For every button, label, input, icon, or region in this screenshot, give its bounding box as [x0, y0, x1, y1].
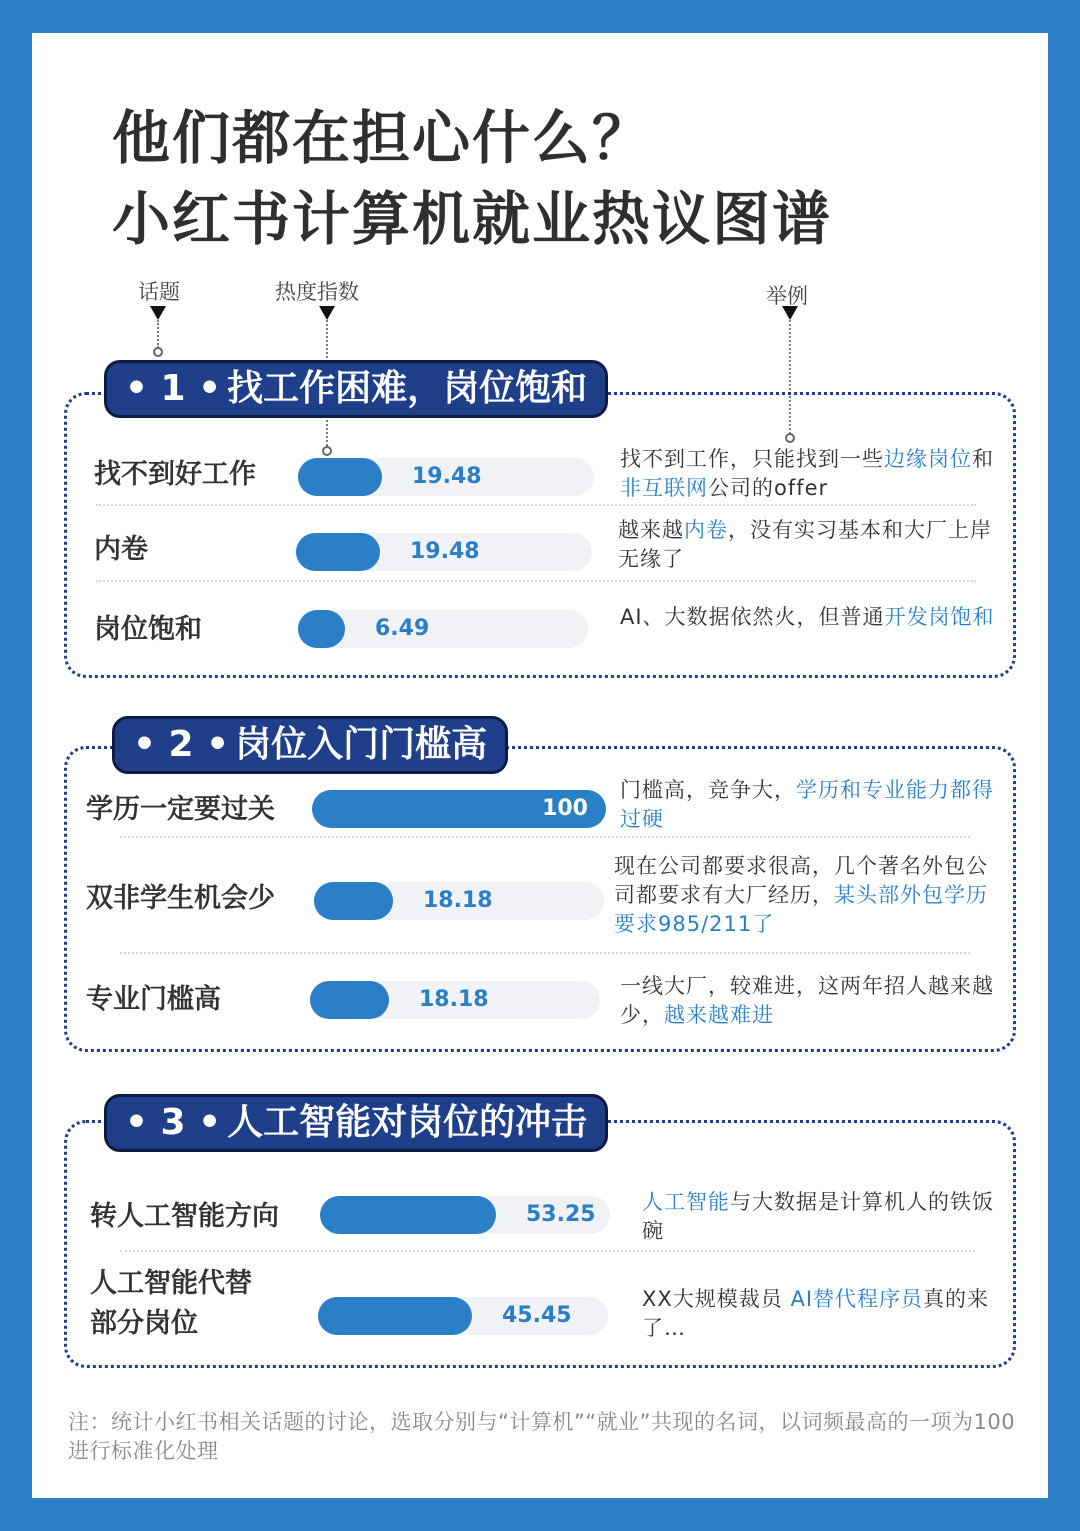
- section-3-title: 人工智能对岗位的冲击: [227, 1102, 588, 1143]
- heat-bar: [296, 533, 380, 571]
- topic-label-line: 部分岗位: [90, 1308, 198, 1339]
- heat-value-label: 19.48: [412, 464, 482, 489]
- topic-arrow-icon: [150, 306, 166, 320]
- example-highlight: AI替代程序员: [790, 1287, 924, 1311]
- example-highlight: 人工智能: [642, 1190, 730, 1214]
- example-highlight: 内卷: [684, 518, 728, 542]
- topic-label: [90, 1264, 252, 1344]
- heat-bar-track: [298, 610, 588, 648]
- heat-bar-track: [298, 458, 594, 496]
- example-highlight: 学历和专业能力都得过硬: [620, 778, 994, 831]
- example-highlight: 边缘岗位: [884, 447, 972, 471]
- example-segment: 真的来了…: [642, 1287, 990, 1340]
- legend-heat: 热度指数: [275, 280, 359, 304]
- page-title-line2: 小红书计算机就业热议图谱: [112, 185, 833, 253]
- example-text: [620, 603, 1000, 632]
- example-segment: 公司的offer: [708, 476, 829, 500]
- example-highlight: 某头部外包学历要求985/211了: [614, 883, 988, 936]
- row-separator: [120, 836, 970, 838]
- example-text: [642, 1285, 1012, 1343]
- heat-value-label: 45.45: [502, 1303, 572, 1328]
- example-segment: 越来越: [618, 518, 684, 542]
- example-segment: 现在公司都要求很高，几个著名外包公司都要求有大厂经历，: [614, 854, 988, 907]
- topic-label: 学历一定要过关: [86, 794, 275, 825]
- section-1-number: • 1 •: [125, 368, 222, 409]
- heat-bar: [298, 458, 382, 496]
- section-1-header: [104, 360, 608, 418]
- example-text: [642, 1188, 1012, 1246]
- example-text: [618, 516, 998, 574]
- example-highlight: 开发岗饱和: [884, 605, 995, 629]
- footnote: 注：统计小红书相关话题的讨论，选取分别与“计算机”“就业”共现的名词，以词频最高的一项为100进行标准化处理: [68, 1410, 1016, 1463]
- example-segment: 找不到工作，只能找到一些: [620, 447, 884, 471]
- example-text: [620, 776, 1010, 834]
- topic-label: 内卷: [94, 534, 148, 565]
- section-2-title: 岗位入门门槛高: [235, 724, 488, 765]
- row-separator: [96, 580, 976, 582]
- example-text: [620, 972, 1010, 1030]
- heat-bar: [298, 610, 345, 648]
- topic-label-line: 人工智能代替: [90, 1268, 252, 1299]
- example-segment: 与大数据是计算机人的铁饭碗: [642, 1190, 994, 1243]
- example-highlight: 非互联网: [620, 476, 708, 500]
- example-text: [614, 852, 1004, 939]
- topic-label: 找不到好工作: [94, 459, 256, 490]
- heat-value-label: 18.18: [423, 888, 493, 913]
- example-text: [620, 445, 1000, 503]
- topic-label: 专业门槛高: [86, 984, 221, 1015]
- example-segment: ，没有实习基本和大厂上岸无缘了: [618, 518, 992, 571]
- heat-bar: [314, 882, 393, 920]
- heat-bar-track: [296, 533, 592, 571]
- heat-value-label: 18.18: [419, 987, 489, 1012]
- section-3-header: [104, 1094, 608, 1152]
- page-title-line1: 他们都在担心什么？: [112, 104, 653, 172]
- heat-bar-track: [320, 1196, 610, 1234]
- heat-bar: [310, 981, 389, 1019]
- heat-bar-track: [310, 981, 600, 1019]
- example-segment: 门槛高，竞争大，: [620, 778, 796, 802]
- heat-bar: [320, 1196, 496, 1234]
- topic-leader-dot: [153, 347, 163, 357]
- heat-bar: [318, 1297, 472, 1335]
- heat-value-label: 6.49: [375, 616, 430, 641]
- example-segment: 和: [972, 447, 994, 471]
- row-separator: [120, 1250, 975, 1252]
- heat-bar-track: [318, 1297, 608, 1335]
- row-separator: [96, 504, 976, 506]
- section-1-title: 找工作困难，岗位饱和: [227, 368, 588, 409]
- heat-value-label: 100: [542, 796, 588, 821]
- heat-bar-track: [312, 790, 606, 828]
- heat-bar-track: [314, 882, 604, 920]
- topic-leader-line: [157, 320, 159, 348]
- example-arrow-icon: [782, 306, 798, 320]
- topic-label: 转人工智能方向: [90, 1201, 279, 1232]
- example-segment: AI、大数据依然火，但普通: [620, 605, 885, 629]
- heat-arrow-icon: [319, 306, 335, 320]
- row-separator: [120, 952, 970, 954]
- section-2-number: • 2 •: [133, 724, 230, 765]
- example-segment: 一线大厂，较难进，这两年招人越来越少，: [620, 974, 994, 1027]
- section-2-header: [112, 716, 508, 774]
- topic-label: 双非学生机会少: [86, 883, 275, 914]
- legend-topic: 话题: [138, 280, 180, 304]
- section-3-number: • 3 •: [125, 1102, 222, 1143]
- heat-value-label: 19.48: [410, 539, 480, 564]
- heat-value-label: 53.25: [526, 1202, 596, 1227]
- legend-example: 举例: [766, 284, 808, 308]
- example-highlight: 越来越难进: [664, 1003, 774, 1027]
- example-segment: XX大规模裁员: [642, 1287, 791, 1311]
- topic-label: 岗位饱和: [94, 614, 202, 645]
